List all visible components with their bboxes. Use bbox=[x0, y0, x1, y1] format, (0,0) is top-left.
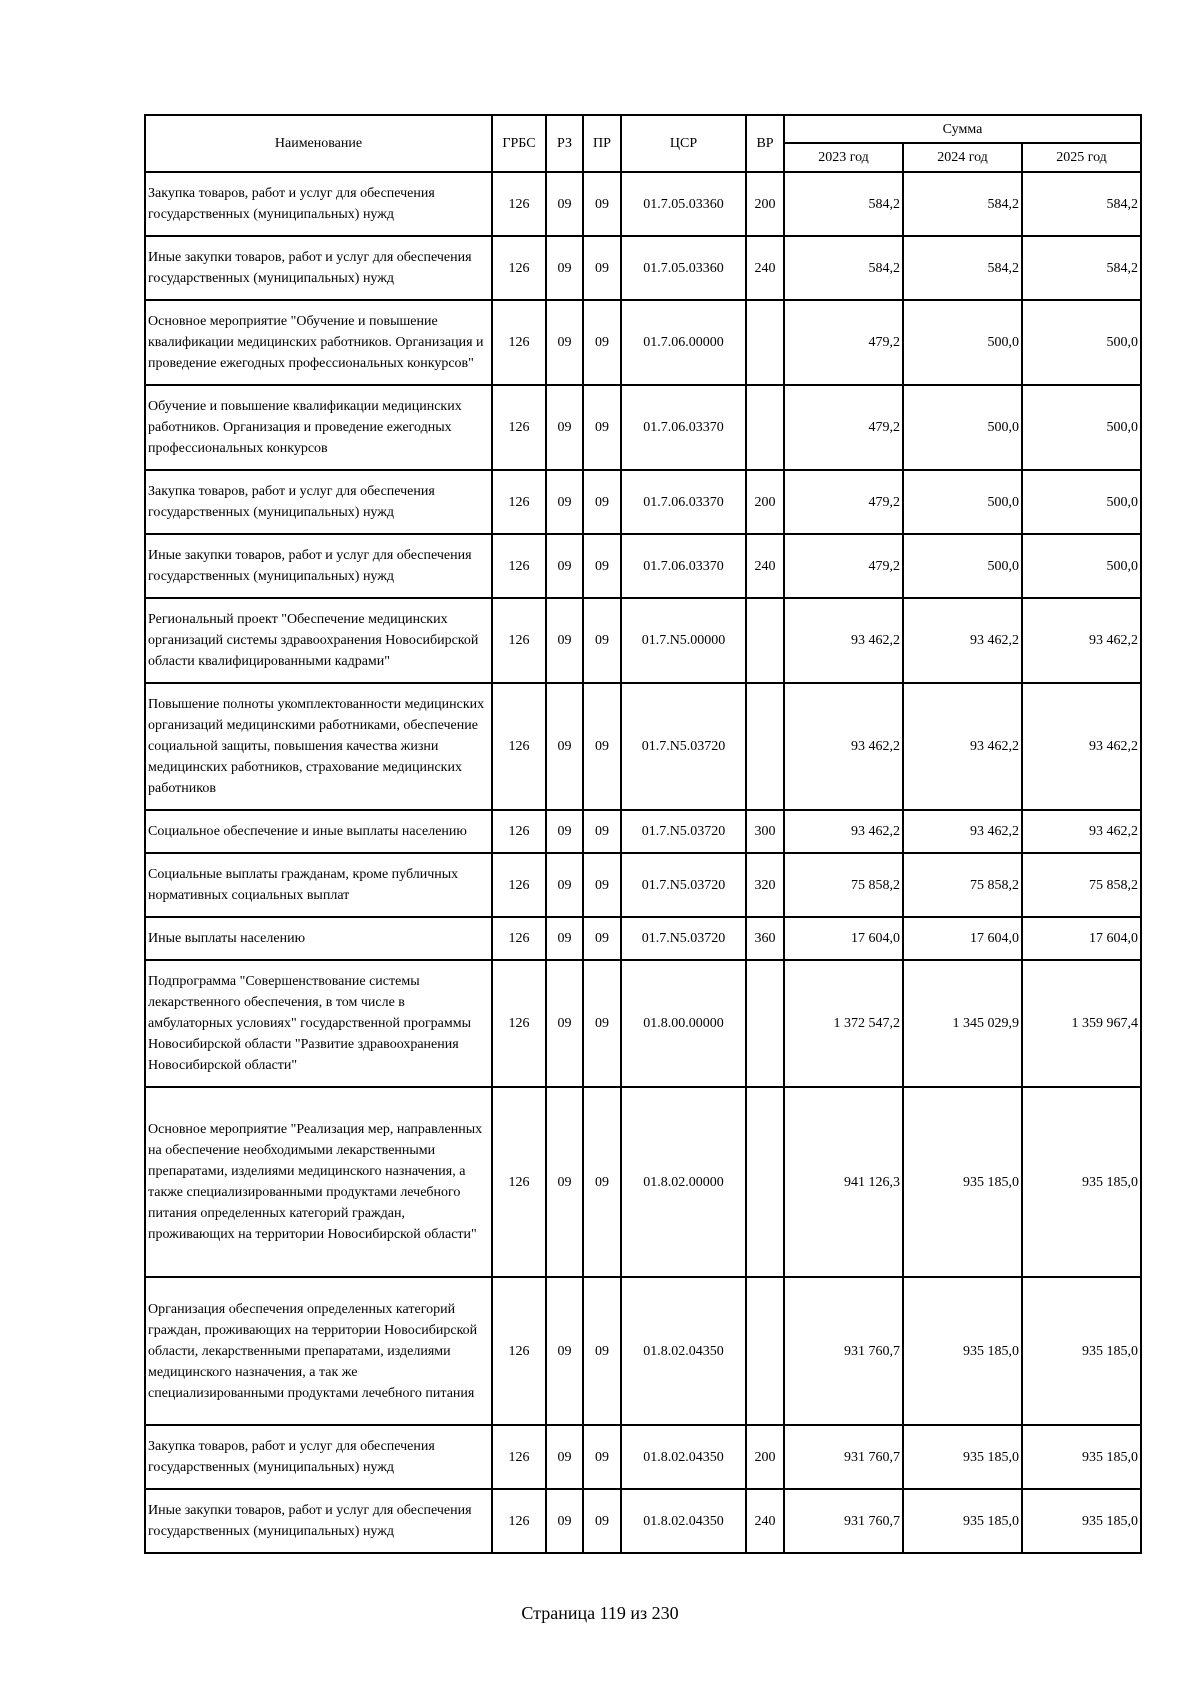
row-name: Основное мероприятие "Реализация мер, направленных на обеспечение необходимыми лекарственными препаратами, изделиями медицинского назначения, а также специализированными продуктами лечебного питания определенных категорий граждан, проживающих на территории Новосибирской области" bbox=[145, 1087, 492, 1277]
row-vr bbox=[746, 385, 784, 470]
table-row bbox=[145, 470, 1141, 534]
row-rz: 09 bbox=[546, 236, 583, 300]
row-sum-2023: 75 858,2 bbox=[784, 853, 903, 917]
row-vr: 320 bbox=[746, 853, 784, 917]
row-sum-2023: 479,2 bbox=[784, 470, 903, 534]
row-pr: 09 bbox=[583, 236, 621, 300]
row-name: Региональный проект "Обеспечение медицинских организаций системы здравоохранения Новосибирской области квалифицированными кадрами" bbox=[145, 598, 492, 683]
budget-table bbox=[144, 114, 1142, 1554]
row-sum-2023: 931 760,7 bbox=[784, 1277, 903, 1425]
row-sum-2024: 17 604,0 bbox=[903, 917, 1022, 960]
header-csr: ЦСР bbox=[621, 115, 746, 172]
row-pr: 09 bbox=[583, 683, 621, 810]
row-vr bbox=[746, 960, 784, 1087]
header-year-2025: 2025 год bbox=[1022, 143, 1141, 172]
row-csr: 01.7.06.00000 bbox=[621, 300, 746, 385]
header-year-2023: 2023 год bbox=[784, 143, 903, 172]
row-sum-2023: 479,2 bbox=[784, 385, 903, 470]
row-pr: 09 bbox=[583, 1425, 621, 1489]
row-rz: 09 bbox=[546, 1489, 583, 1553]
row-vr: 360 bbox=[746, 917, 784, 960]
row-grbs: 126 bbox=[492, 853, 546, 917]
row-grbs: 126 bbox=[492, 236, 546, 300]
row-pr: 09 bbox=[583, 960, 621, 1087]
row-rz: 09 bbox=[546, 385, 583, 470]
table-row bbox=[145, 236, 1141, 300]
row-csr: 01.7.N5.03720 bbox=[621, 683, 746, 810]
row-name: Повышение полноты укомплектованности медицинских организаций медицинскими работниками, обеспечение социальной защиты, повышения качества жизни медицинских работников, страхование медицинских работников bbox=[145, 683, 492, 810]
row-rz: 09 bbox=[546, 1425, 583, 1489]
row-name: Обучение и повышение квалификации медицинских работников. Организация и проведение ежегодных профессиональных конкурсов bbox=[145, 385, 492, 470]
row-pr: 09 bbox=[583, 1489, 621, 1553]
row-pr: 09 bbox=[583, 598, 621, 683]
row-sum-2023: 584,2 bbox=[784, 172, 903, 236]
header-vr: ВР bbox=[746, 115, 784, 172]
row-sum-2023: 93 462,2 bbox=[784, 683, 903, 810]
row-pr: 09 bbox=[583, 385, 621, 470]
row-sum-2023: 584,2 bbox=[784, 236, 903, 300]
row-grbs: 126 bbox=[492, 810, 546, 853]
table-row bbox=[145, 300, 1141, 385]
row-csr: 01.8.02.04350 bbox=[621, 1277, 746, 1425]
row-grbs: 126 bbox=[492, 300, 546, 385]
page-number: Страница 119 из 230 bbox=[521, 1603, 679, 1623]
row-vr: 240 bbox=[746, 534, 784, 598]
row-csr: 01.7.05.03360 bbox=[621, 236, 746, 300]
row-csr: 01.7.05.03360 bbox=[621, 172, 746, 236]
row-vr bbox=[746, 300, 784, 385]
row-sum-2024: 935 185,0 bbox=[903, 1489, 1022, 1553]
row-sum-2023: 93 462,2 bbox=[784, 810, 903, 853]
row-csr: 01.7.06.03370 bbox=[621, 534, 746, 598]
row-sum-2023: 479,2 bbox=[784, 534, 903, 598]
row-sum-2023: 941 126,3 bbox=[784, 1087, 903, 1277]
row-sum-2023: 479,2 bbox=[784, 300, 903, 385]
table-row bbox=[145, 917, 1141, 960]
row-rz: 09 bbox=[546, 470, 583, 534]
row-name: Подпрограмма "Совершенствование системы лекарственного обеспечения, в том числе в амбулаторных условиях" государственной программы Новосибирской области "Развитие здравоохранения Новосибирской области" bbox=[145, 960, 492, 1087]
table-row bbox=[145, 1277, 1141, 1425]
row-name: Социальное обеспечение и иные выплаты населению bbox=[145, 810, 492, 853]
row-vr bbox=[746, 1277, 784, 1425]
row-vr bbox=[746, 683, 784, 810]
row-grbs: 126 bbox=[492, 385, 546, 470]
row-sum-2025: 500,0 bbox=[1022, 470, 1141, 534]
table-row bbox=[145, 1425, 1141, 1489]
row-vr: 200 bbox=[746, 172, 784, 236]
row-rz: 09 bbox=[546, 810, 583, 853]
row-grbs: 126 bbox=[492, 960, 546, 1087]
row-sum-2023: 93 462,2 bbox=[784, 598, 903, 683]
row-rz: 09 bbox=[546, 917, 583, 960]
row-sum-2025: 93 462,2 bbox=[1022, 598, 1141, 683]
row-sum-2024: 935 185,0 bbox=[903, 1425, 1022, 1489]
row-sum-2024: 93 462,2 bbox=[903, 683, 1022, 810]
row-name: Иные закупки товаров, работ и услуг для обеспечения государственных (муниципальных) нужд bbox=[145, 236, 492, 300]
table-row bbox=[145, 853, 1141, 917]
table-row bbox=[145, 683, 1141, 810]
row-name: Основное мероприятие "Обучение и повышение квалификации медицинских работников. Организация и проведение ежегодных профессиональных конкурсов" bbox=[145, 300, 492, 385]
row-pr: 09 bbox=[583, 917, 621, 960]
header-name: Наименование bbox=[145, 115, 492, 172]
table-header bbox=[145, 115, 1141, 172]
row-rz: 09 bbox=[546, 172, 583, 236]
row-csr: 01.8.00.00000 bbox=[621, 960, 746, 1087]
row-sum-2025: 93 462,2 bbox=[1022, 810, 1141, 853]
header-sum: Сумма bbox=[784, 115, 1141, 143]
row-sum-2023: 931 760,7 bbox=[784, 1489, 903, 1553]
row-csr: 01.8.02.00000 bbox=[621, 1087, 746, 1277]
row-sum-2025: 500,0 bbox=[1022, 534, 1141, 598]
row-vr: 240 bbox=[746, 236, 784, 300]
row-vr: 300 bbox=[746, 810, 784, 853]
row-pr: 09 bbox=[583, 853, 621, 917]
row-grbs: 126 bbox=[492, 1087, 546, 1277]
table-row bbox=[145, 960, 1141, 1087]
table-row bbox=[145, 810, 1141, 853]
table-row bbox=[145, 172, 1141, 236]
row-sum-2025: 584,2 bbox=[1022, 172, 1141, 236]
row-sum-2025: 500,0 bbox=[1022, 300, 1141, 385]
table-row bbox=[145, 1087, 1141, 1277]
row-grbs: 126 bbox=[492, 534, 546, 598]
table-row bbox=[145, 385, 1141, 470]
row-name: Закупка товаров, работ и услуг для обеспечения государственных (муниципальных) нужд bbox=[145, 1425, 492, 1489]
row-sum-2025: 935 185,0 bbox=[1022, 1087, 1141, 1277]
row-sum-2024: 935 185,0 bbox=[903, 1277, 1022, 1425]
row-csr: 01.7.N5.00000 bbox=[621, 598, 746, 683]
row-sum-2025: 1 359 967,4 bbox=[1022, 960, 1141, 1087]
table-row bbox=[145, 534, 1141, 598]
row-sum-2024: 500,0 bbox=[903, 385, 1022, 470]
row-vr: 240 bbox=[746, 1489, 784, 1553]
header-pr: ПР bbox=[583, 115, 621, 172]
header-grbs: ГРБС bbox=[492, 115, 546, 172]
row-sum-2024: 93 462,2 bbox=[903, 810, 1022, 853]
row-csr: 01.8.02.04350 bbox=[621, 1489, 746, 1553]
row-name: Иные закупки товаров, работ и услуг для обеспечения государственных (муниципальных) нужд bbox=[145, 1489, 492, 1553]
row-sum-2024: 500,0 bbox=[903, 470, 1022, 534]
row-csr: 01.7.N5.03720 bbox=[621, 853, 746, 917]
row-rz: 09 bbox=[546, 300, 583, 385]
row-sum-2025: 935 185,0 bbox=[1022, 1277, 1141, 1425]
row-sum-2024: 500,0 bbox=[903, 300, 1022, 385]
row-sum-2025: 93 462,2 bbox=[1022, 683, 1141, 810]
row-grbs: 126 bbox=[492, 1277, 546, 1425]
row-rz: 09 bbox=[546, 960, 583, 1087]
row-name: Закупка товаров, работ и услуг для обеспечения государственных (муниципальных) нужд bbox=[145, 172, 492, 236]
row-pr: 09 bbox=[583, 300, 621, 385]
row-sum-2023: 17 604,0 bbox=[784, 917, 903, 960]
table-row bbox=[145, 1489, 1141, 1553]
row-grbs: 126 bbox=[492, 598, 546, 683]
row-sum-2024: 93 462,2 bbox=[903, 598, 1022, 683]
row-rz: 09 bbox=[546, 853, 583, 917]
row-sum-2024: 500,0 bbox=[903, 534, 1022, 598]
row-sum-2023: 931 760,7 bbox=[784, 1425, 903, 1489]
row-grbs: 126 bbox=[492, 470, 546, 534]
row-sum-2024: 584,2 bbox=[903, 236, 1022, 300]
row-vr bbox=[746, 598, 784, 683]
header-rz: РЗ bbox=[546, 115, 583, 172]
row-pr: 09 bbox=[583, 810, 621, 853]
row-vr: 200 bbox=[746, 1425, 784, 1489]
row-sum-2025: 935 185,0 bbox=[1022, 1425, 1141, 1489]
row-sum-2024: 75 858,2 bbox=[903, 853, 1022, 917]
row-sum-2025: 935 185,0 bbox=[1022, 1489, 1141, 1553]
row-sum-2024: 1 345 029,9 bbox=[903, 960, 1022, 1087]
row-sum-2025: 500,0 bbox=[1022, 385, 1141, 470]
row-grbs: 126 bbox=[492, 1489, 546, 1553]
row-csr: 01.7.06.03370 bbox=[621, 385, 746, 470]
row-sum-2025: 17 604,0 bbox=[1022, 917, 1141, 960]
row-csr: 01.8.02.04350 bbox=[621, 1425, 746, 1489]
row-grbs: 126 bbox=[492, 1425, 546, 1489]
row-name: Закупка товаров, работ и услуг для обеспечения государственных (муниципальных) нужд bbox=[145, 470, 492, 534]
row-sum-2025: 75 858,2 bbox=[1022, 853, 1141, 917]
header-year-2024: 2024 год bbox=[903, 143, 1022, 172]
row-rz: 09 bbox=[546, 683, 583, 810]
table-row bbox=[145, 598, 1141, 683]
row-csr: 01.7.06.03370 bbox=[621, 470, 746, 534]
row-pr: 09 bbox=[583, 172, 621, 236]
row-sum-2023: 1 372 547,2 bbox=[784, 960, 903, 1087]
row-csr: 01.7.N5.03720 bbox=[621, 917, 746, 960]
row-pr: 09 bbox=[583, 1277, 621, 1425]
row-sum-2025: 584,2 bbox=[1022, 236, 1141, 300]
row-grbs: 126 bbox=[492, 683, 546, 810]
row-pr: 09 bbox=[583, 534, 621, 598]
row-pr: 09 bbox=[583, 1087, 621, 1277]
row-rz: 09 bbox=[546, 534, 583, 598]
row-name: Организация обеспечения определенных категорий граждан, проживающих на территории Новосибирской области, лекарственными препаратами, изделиями медицинского назначения, а так же специализированными продуктами лечебного питания bbox=[145, 1277, 492, 1425]
row-rz: 09 bbox=[546, 1277, 583, 1425]
row-csr: 01.7.N5.03720 bbox=[621, 810, 746, 853]
row-name: Социальные выплаты гражданам, кроме публичных нормативных социальных выплат bbox=[145, 853, 492, 917]
row-rz: 09 bbox=[546, 598, 583, 683]
row-rz: 09 bbox=[546, 1087, 583, 1277]
row-name: Иные закупки товаров, работ и услуг для обеспечения государственных (муниципальных) нужд bbox=[145, 534, 492, 598]
row-sum-2024: 935 185,0 bbox=[903, 1087, 1022, 1277]
row-name: Иные выплаты населению bbox=[145, 917, 492, 960]
row-vr bbox=[746, 1087, 784, 1277]
row-sum-2024: 584,2 bbox=[903, 172, 1022, 236]
row-pr: 09 bbox=[583, 470, 621, 534]
row-vr: 200 bbox=[746, 470, 784, 534]
table-body bbox=[145, 172, 1141, 1553]
row-grbs: 126 bbox=[492, 172, 546, 236]
row-grbs: 126 bbox=[492, 917, 546, 960]
